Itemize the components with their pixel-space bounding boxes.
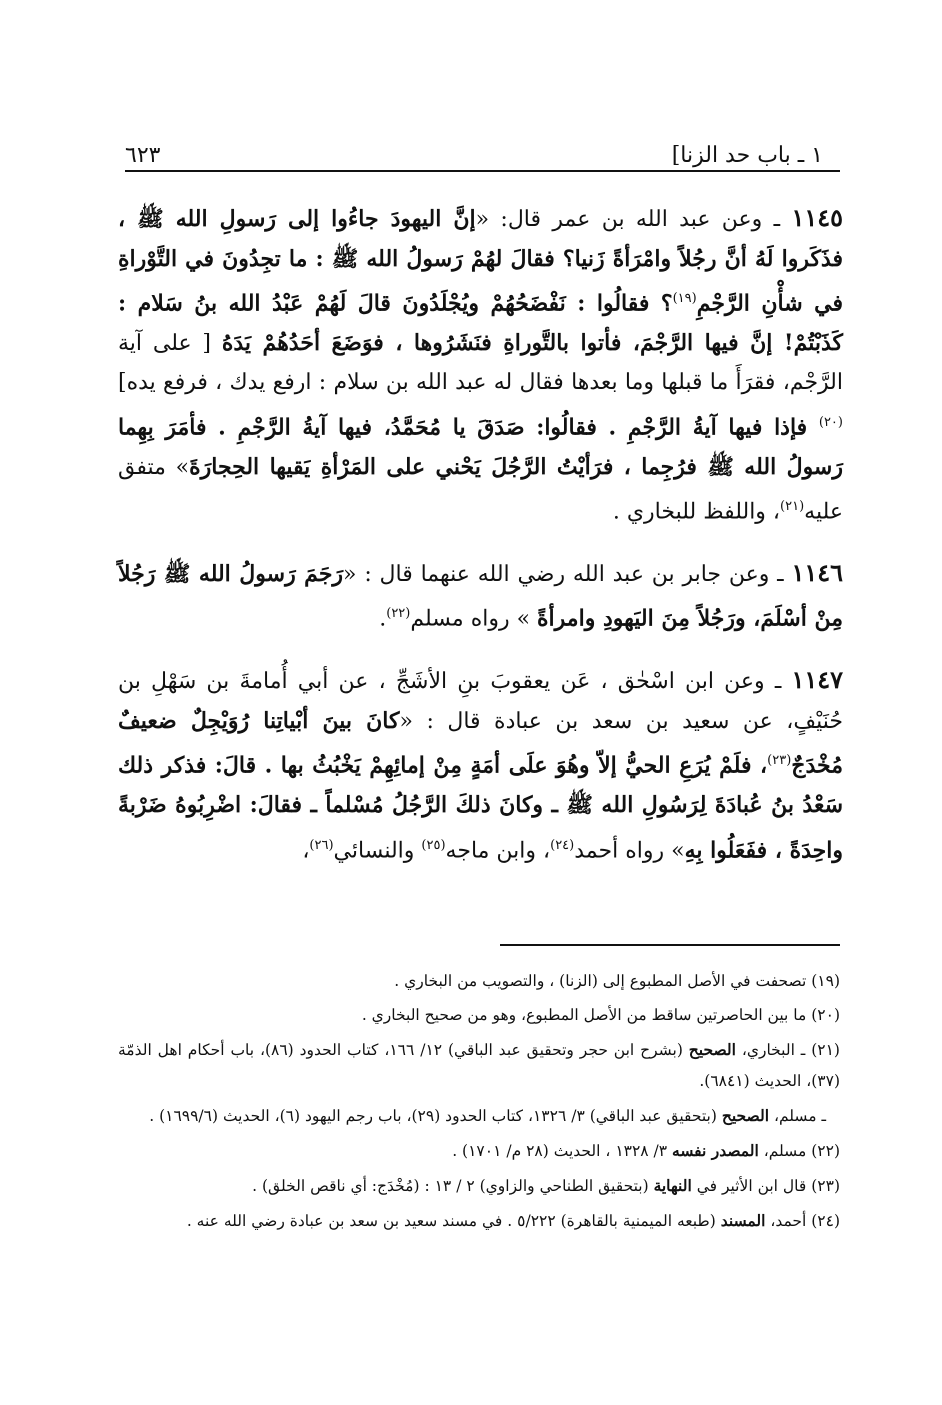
- source-note: ، وابن ماجه: [445, 837, 551, 863]
- hadith-text: كانَ بينَ أبْياتِنا رُوَيْجِلٌ ضعيفٌ مُخْدَجٌ: [118, 707, 843, 779]
- source-title: المصدر نفسه: [672, 1141, 759, 1160]
- hadith-text: رَجَمَ رَسولُ الله ﷺ رَجُلاً مِنْ أسْلَمَ، ورَجُلاً مِنَ اليَهودِ وامرأةً: [118, 560, 843, 632]
- footnote-19: [118, 966, 840, 997]
- footnote-text: (٢٤) أحمد،: [765, 1212, 840, 1230]
- footnote-ref: (٢٦): [309, 837, 334, 853]
- footnote-ref: (٢٥): [421, 837, 446, 853]
- footnote-text: (بشرح ابن حجر وتحقيق عبد الباقي) ١٢/ ١٦٦، كتاب الحدود (٨٦)، باب أحكام اهل الذمّة (٣٧)، الحديث (٦٨٤١).: [118, 1041, 840, 1090]
- page-header: [125, 128, 823, 168]
- footnote-text: (١٩) تصحفت في الأصل المطبوع إلى (الزنا) ، والتصويب من البخاري .: [394, 972, 840, 990]
- source-title: النهاية: [653, 1176, 692, 1195]
- footnote-text: (طبعه الميمنية بالقاهرة) ٥/٢٢٢ . في مسند سعيد بن سعد بن عبادة رضي الله عنه .: [186, 1212, 721, 1230]
- footnote-text: (٢١) ـ البخاري،: [735, 1041, 840, 1059]
- page-number: ٦٢٣: [125, 143, 161, 168]
- source-title: الصحيح: [688, 1040, 736, 1059]
- footnote-text: (بتحقيق الطناحي والزاوي) ٢ / ١٣ : (مُخْدَج: أي ناقص الخلق) .: [252, 1177, 654, 1195]
- footnote-24: [118, 1205, 840, 1237]
- footnote-ref: (٢٣): [767, 753, 792, 769]
- header-divider: [125, 170, 840, 172]
- footnote-text: (٢٠) ما بين الحاصرتين ساقط من الأصل المطبوع، وهو من صحيح البخاري .: [361, 1006, 840, 1024]
- footnote-text: (٢٢) مسلم،: [758, 1142, 840, 1160]
- footnotes: [118, 966, 840, 1240]
- source-note: ،: [302, 837, 310, 863]
- footnote-20: [118, 1000, 840, 1031]
- footnote-text: (بتحقيق عبد الباقي) ٣/ ١٣٢٦، كتاب الحدود (٢٩)، باب رجم اليهود (٦)، الحديث (١٦٩٩/٦) .: [149, 1107, 722, 1125]
- source-note: » متفق عليه: [118, 454, 843, 525]
- hadith-number: ١١٤٦: [791, 557, 843, 587]
- source-note: ، واللفظ للبخاري .: [612, 499, 781, 525]
- hadith-text: ، فلَمْ يُرَعِ الحيُّ إلاّ وهُوَ علَى أمَةٍ مِنْ إمائِهِمْ يَخْبُثُ بها . قالَ: فذكر ذلك سَعْدُ بنُ عُبادَةَ لِرَسُولِ الله ﷺ ـ وكانَ ذلكَ الرَّجُلُ مُسْلماً ـ فقالَ: اضْرِبُوهُ ضَرْبةً واحِدَةً ، ففَعَلُوا بِهِ: [118, 752, 843, 863]
- footnote-21-cont: [118, 1100, 840, 1132]
- hadith-number: ١١٤٥: [791, 203, 843, 232]
- hadith-1147: [118, 660, 843, 870]
- source-note: » رواه أحمد: [574, 837, 685, 863]
- footnote-text: ـ مسلم،: [769, 1107, 826, 1125]
- hadith-1146: [118, 553, 843, 639]
- footnote-text: ٣/ ١٣٢٨ ، الحديث (٢٨ م/ ١٧٠١) .: [452, 1142, 673, 1160]
- footnote-21: [118, 1034, 840, 1097]
- footnote-23: [118, 1170, 840, 1202]
- footnote-text: (٢٣) قال ابن الأثير في: [691, 1177, 840, 1195]
- footnote-ref: (٢٠): [818, 414, 843, 430]
- hadith-text: إنَّ اليهودَ جاءُوا إلى رَسولِ الله ﷺ ، فذَكَروا لَهُ أنَّ رجُلاً وامْرَأةً زَنيا؟ فقالَ لهُمْ رَسولُ الله ﷺ : ما تجِدُونَ في التَّوْراةِ في شأْنِ الرَّجْمِ: [118, 206, 843, 317]
- footnote-ref: (٢٢): [386, 606, 411, 622]
- narration-intro: ـ وعن ابن اسْحٰق ، عَن يعقوبَ بنِ الأشَجِّ ، عن أبي أُمامةَ بن سَهْلِ بن حُنَيْفٍ، عن سعيد بن سعد بن عبادة قال : «: [118, 669, 844, 734]
- source-title: الصحيح: [721, 1106, 770, 1125]
- footnote-divider: [500, 944, 840, 946]
- narration-intro: ـ وعن جابر بن عبد الله رضي الله عنهما قال : «: [343, 561, 792, 587]
- footnote-ref: (١٩): [672, 291, 697, 306]
- footnote-22: [118, 1135, 840, 1167]
- source-note: والنسائي: [333, 837, 422, 863]
- chapter-title: ١ ـ باب حد الزنا]: [671, 143, 823, 168]
- source-note: .: [379, 606, 387, 632]
- footnote-ref: (٢١): [780, 499, 805, 515]
- hadith-1145: [118, 198, 843, 532]
- source-title: المسند: [720, 1211, 766, 1230]
- bracketed-text: [ على آية الرَّجْم، فقرَأَ ما قبلها وما بعدها فقال له عبد الله بن سلام : ارفع يدك ، فرفع يده]: [118, 330, 843, 396]
- source-note: » رواه مسلم: [410, 606, 538, 632]
- narration-intro: ـ وعن عبد الله بن عمر قال: «: [475, 207, 792, 232]
- hadith-text: فإذا فيها آيةُ الرَّجْمِ . فقالُوا: صَدَقَ يا مُحَمَّدُ، فيها آيةُ الرَّجْمِ . فأمَرَ بِهِما رَسولُ الله ﷺ فرُجِما ، فرَأيْتُ الرَّجُلَ يَحْني على المَرْأةِ يَقيها الحِجارَةَ: [118, 414, 843, 480]
- main-text: [118, 198, 843, 891]
- hadith-number: ١١٤٧: [791, 665, 843, 695]
- hadith-text: ؟ فقالُوا : نَفْضَحُهُمْ ويُجْلَدُونَ قالَ لَهُمْ عَبْدُ الله بنُ سَلام : كَذَبْتُمْ! إنَّ فيها الرَّجْمَ، فأتوا بالتَّوراةِ فنَشَرُوها ، فوَضَعَ أحَدُهُمْ يَدَهُ: [118, 290, 843, 356]
- footnote-ref: (٢٤): [550, 837, 575, 853]
